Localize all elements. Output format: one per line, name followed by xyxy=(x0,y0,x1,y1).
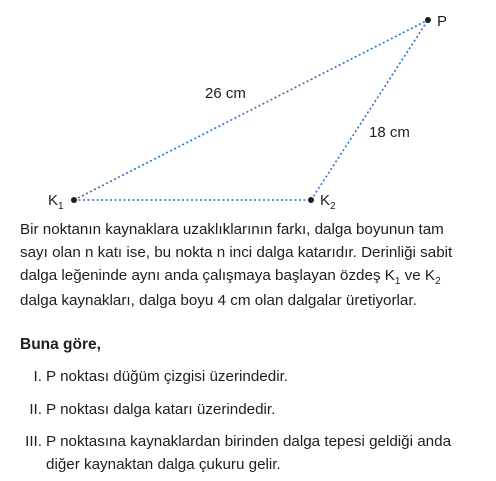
point-p xyxy=(425,17,431,23)
statement-3: III. P noktasına kaynaklardan birinden dalga tepesi geldiği anda diğer kaynaktan dalga çukuru gelir. xyxy=(25,433,452,473)
point-k2 xyxy=(308,197,314,203)
point-k1 xyxy=(71,197,77,203)
triangle-diagram xyxy=(0,0,496,215)
problem-line-1: Bir noktanın kaynaklara uzaklıklarının farkı, dalga boyunun tam xyxy=(20,221,444,238)
segment-k1-p xyxy=(74,20,428,200)
length-label-k1-p: 26 cm xyxy=(205,85,246,102)
question-heading: Buna göre, xyxy=(20,336,101,353)
segment-k2-p xyxy=(311,20,428,200)
problem-line-3: dalga leğeninde aynı anda çalışmaya başlayan özdeş $K_1$ ve $K_2$ xyxy=(20,267,441,288)
statement-2: II. P noktası dalga katarı üzerindedir. xyxy=(29,401,276,418)
statement-1: I. P noktası düğüm çizgisi üzerindedir. xyxy=(33,368,289,385)
length-label-k2-p: 18 cm xyxy=(369,124,410,141)
label-k2: $K_2$ xyxy=(320,192,336,212)
problem-line-2: sayı olan n katı ise, bu nokta n inci dalga katarıdır. Derinliği sabit xyxy=(20,244,453,261)
label-k1: $K_1$ xyxy=(48,192,64,212)
problem-line-4: dalga kaynakları, dalga boyu 4 cm olan dalgalar üretiyorlar. xyxy=(20,292,417,309)
label-p: P xyxy=(437,13,448,30)
